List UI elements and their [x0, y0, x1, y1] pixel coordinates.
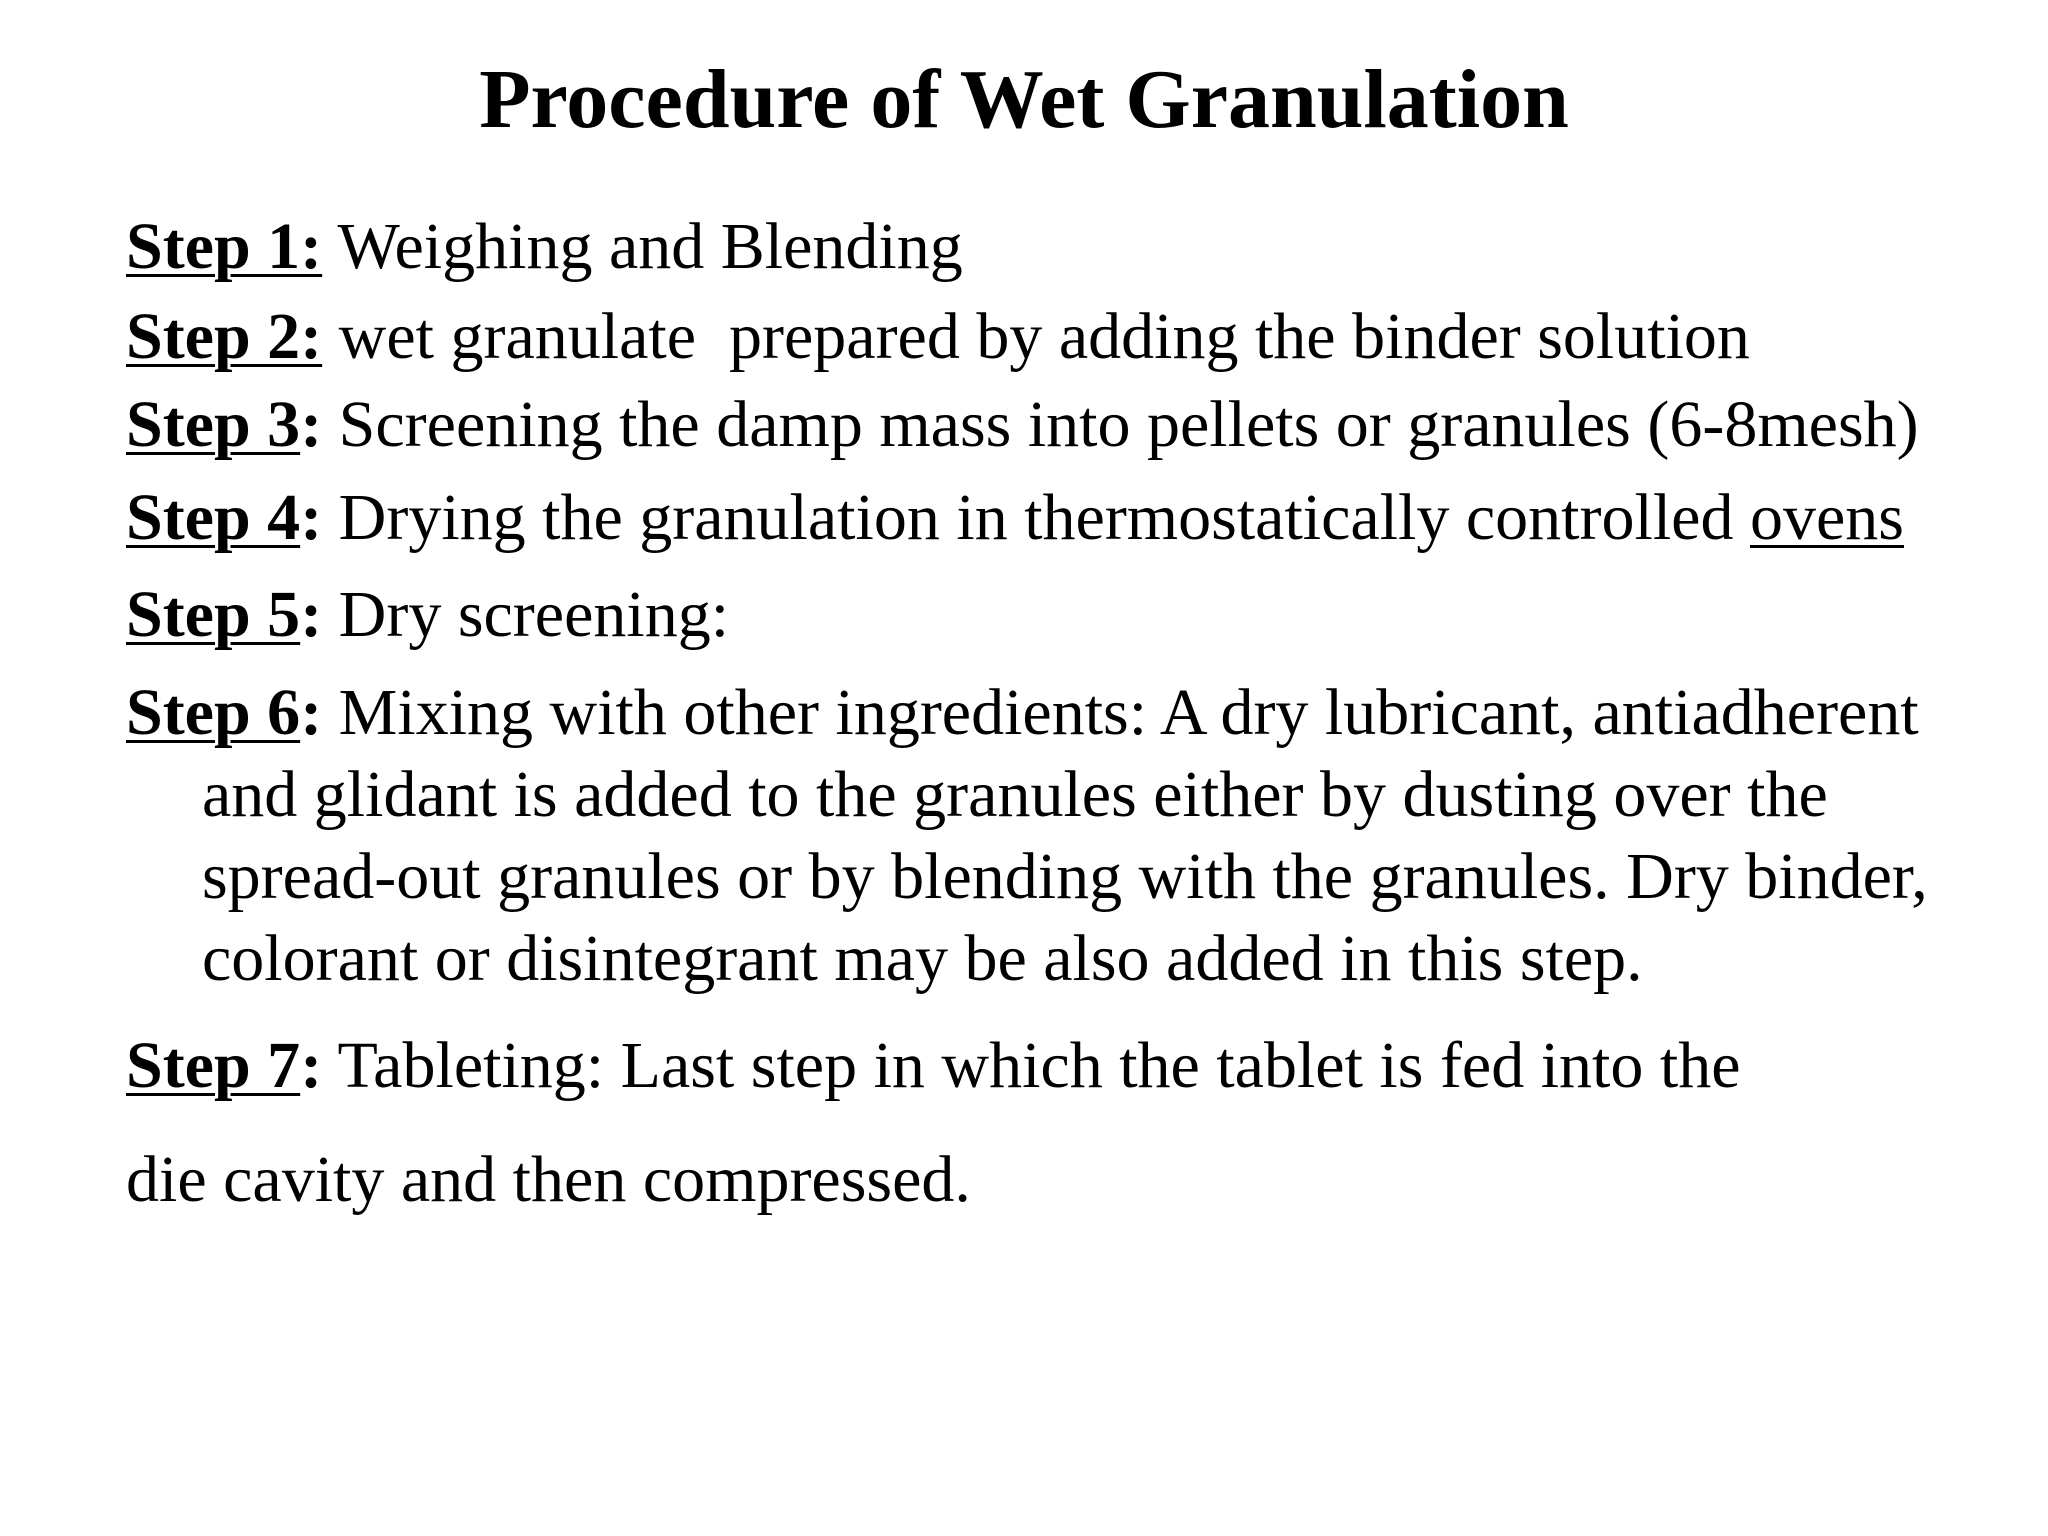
step-4-colon: :: [300, 481, 323, 554]
step-7-text: Tableting: Last step in which the tablet is fed into the: [322, 1029, 1741, 1102]
step-5: [126, 574, 1966, 656]
step-3-text: Screening the damp mass into pellets or granules (6-8mesh): [322, 388, 1919, 461]
step-2-label: Step 2:: [126, 300, 323, 373]
step-4-text-underlined: ovens: [1749, 481, 1904, 554]
step-3-colon: :: [300, 388, 323, 461]
step-2: [126, 296, 1966, 378]
step-7-label: Step 7: [126, 1029, 301, 1102]
step-5-label: Step 5: [126, 578, 301, 651]
step-4-label: Step 4: [126, 481, 301, 554]
step-3: [126, 386, 1966, 464]
step-6: [126, 672, 1966, 1000]
step-7-colon: :: [300, 1029, 323, 1102]
step-2-text: wet granulate prepared by adding the binder solution: [322, 300, 1750, 373]
step-4-text: Drying the granulation in thermostatically controlled: [322, 481, 1734, 554]
step-7-text-continued: die cavity and then compressed.: [126, 1143, 971, 1216]
steps-list: [126, 206, 1966, 1228]
step-6-text: Mixing with other ingredients: A dry lubricant, antiadherent and glidant is added to the granules either by dusting over the spread-out granules or by blending with the granules. Dry binder, colorant or disintegrant may be also added in this step.: [202, 676, 1928, 995]
slide-title: Procedure of Wet Granulation: [479, 53, 1569, 146]
step-1: [126, 206, 1966, 288]
step-1-label: Step 1:: [126, 210, 323, 283]
step-6-label: Step 6: [126, 676, 301, 749]
step-5-colon: :: [300, 578, 323, 651]
step-7: [126, 1018, 1966, 1228]
step-5-text: Dry screening:: [322, 578, 730, 651]
step-4: [126, 478, 1966, 558]
step-1-text: Weighing and Blending: [322, 210, 963, 283]
step-6-colon: :: [300, 676, 323, 749]
step-3-label: Step 3: [126, 388, 301, 461]
